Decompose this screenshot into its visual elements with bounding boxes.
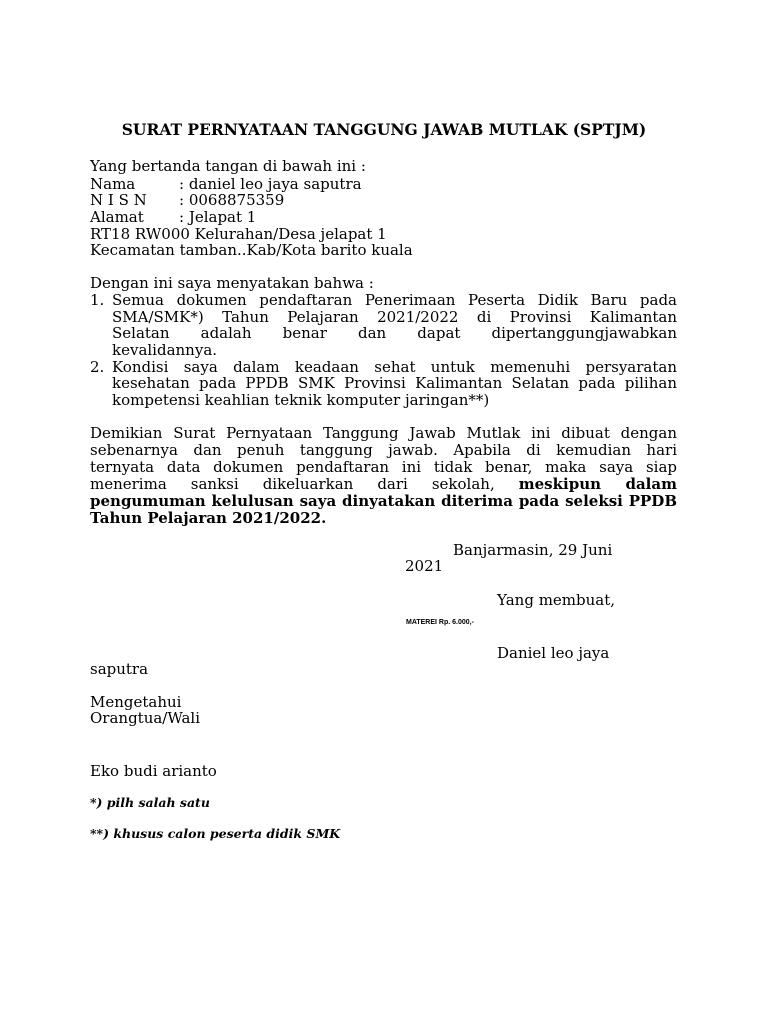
identity-alamat (90, 209, 256, 226)
address-line-3: Kecamatan tamban..Kab/Kota barito kuala (90, 241, 413, 259)
closing-paragraph (90, 425, 677, 527)
footnote-1: *) pilh salah satu (90, 795, 210, 810)
closing-line-1: Demikian Surat Pernyataan Tanggung Jawab Mutlak ini dibuat dengan (90, 424, 677, 442)
place-date-line-2: 2021 (405, 557, 444, 575)
materai-stamp-label: MATEREI Rp. 6.000,- (406, 619, 474, 626)
alamat-label: Alamat (90, 208, 144, 226)
closing-line-3: ternyata data dokumen pendaftaran ini tidak benar, maka saya siap (90, 458, 677, 476)
identity-nisn (90, 192, 284, 209)
closing-line-6 (90, 510, 677, 527)
place-date-line-1: Banjarmasin, 29 Juni (453, 541, 613, 559)
document-title: SURAT PERNYATAAN TANGGUNG JAWAB MUTLAK (SPTJM) (121, 120, 647, 139)
nisn-value: : 0068875359 (179, 191, 285, 209)
point-1-line-4: kevalidannya. (112, 341, 218, 359)
point-2-number: 2. (90, 358, 105, 376)
intro-text: Yang bertanda tangan di bawah ini : (90, 157, 366, 175)
closing-line-6-bold: Tahun Pelajaran 2021/2022. (90, 509, 327, 527)
point-1-line-2: SMA/SMK*) Tahun Pelajaran 2021/2022 di Provinsi Kalimantan (112, 308, 677, 326)
nama-label: Nama (90, 175, 136, 193)
closing-line-4 (90, 476, 677, 493)
guardian-name: Eko budi arianto (90, 762, 217, 780)
guardian-label-1: Mengetahui (90, 693, 182, 711)
point-1-line-1: Semua dokumen pendaftaran Penerimaan Peserta Didik Baru pada (112, 291, 677, 309)
point-1-line-3: Selatan adalah benar dan dapat dipertanggungjawabkan (112, 324, 677, 342)
alamat-value: : Jelapat 1 (179, 208, 257, 226)
address-line-2: RT18 RW000 Kelurahan/Desa jelapat 1 (90, 225, 387, 243)
point-2-line-3: kompetensi keahlian teknik komputer jaringan**) (112, 391, 490, 409)
nama-value: : daniel leo jaya saputra (179, 175, 362, 193)
closing-line-4-plain: menerima sanksi dikeluarkan dari sekolah, (90, 475, 495, 493)
point-2-line-2: kesehatan pada PPDB SMK Provinsi Kalimantan Selatan pada pilihan (112, 374, 677, 392)
closing-line-2: sebenarnya dan penuh tanggung jawab. Apabila di kemudian hari (90, 441, 677, 459)
maker-label: Yang membuat, (497, 591, 616, 609)
signer-name-line-2: saputra (90, 660, 149, 678)
point-1-number: 1. (90, 291, 105, 309)
closing-line-5 (90, 493, 677, 510)
closing-line-4-bold: meskipun dalam (518, 475, 677, 493)
closing-line-5-bold: pengumuman kelulusan saya dinyatakan diterima pada seleksi PPDB (90, 492, 677, 510)
nisn-label: N I S N (90, 191, 147, 209)
signer-name-line-1: Daniel leo jaya (497, 644, 610, 662)
guardian-label-2: Orangtua/Wali (90, 709, 201, 727)
statement-intro: Dengan ini saya menyatakan bahwa : (90, 274, 374, 292)
footnote-2: **) khusus calon peserta didik SMK (90, 826, 341, 841)
point-2-line-1: Kondisi saya dalam keadaan sehat untuk memenuhi persyaratan (112, 358, 677, 376)
